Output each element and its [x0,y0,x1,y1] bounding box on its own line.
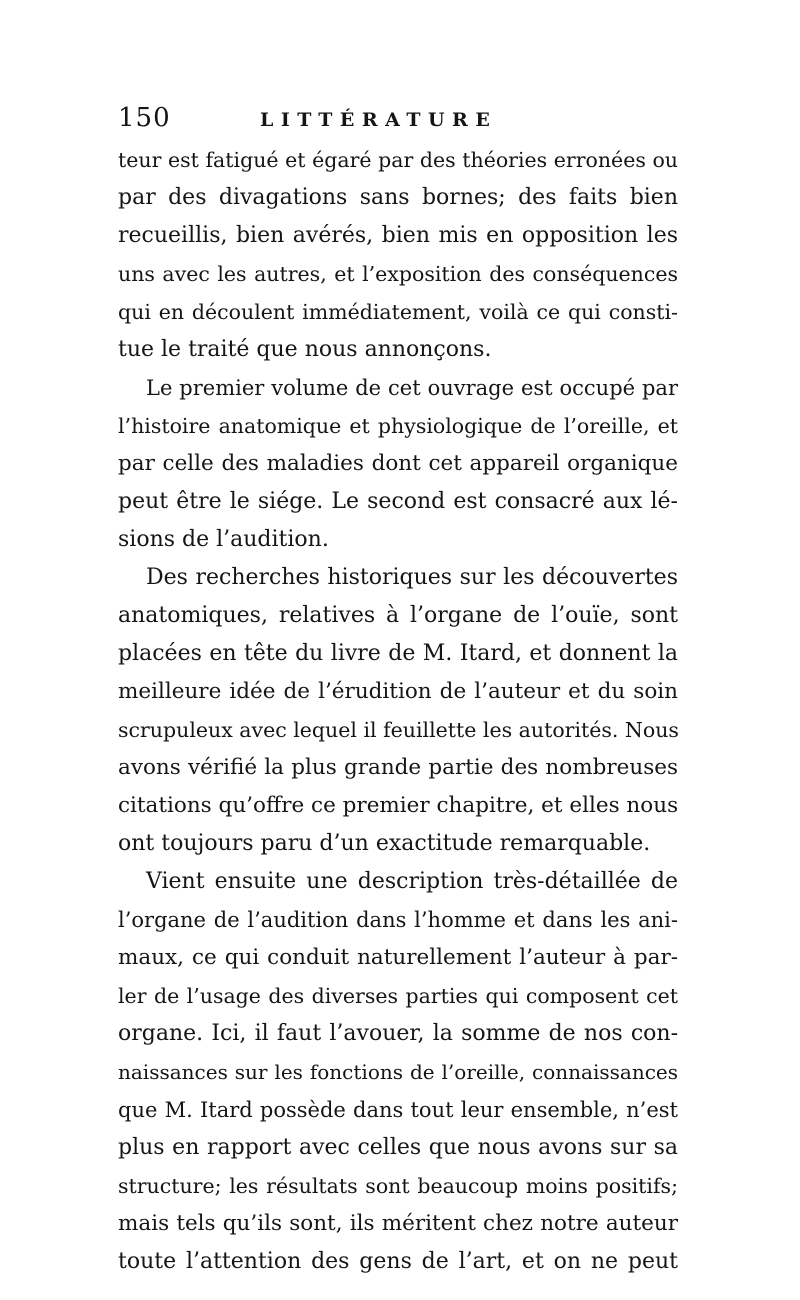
text-line: l’histoire anatomique et physiologique de l’oreille, et [118,414,678,438]
text-line: citations qu’offre ce premier chapitre, et elles nous [118,793,679,818]
text-line: scrupuleux avec lequel il feuillette les autorités. Nous [118,718,679,742]
text-line: teur est fatigué et égaré par des théories erronées ou [118,148,678,172]
text-line: organe. Ici, il faut l’avouer, la somme de nos con- [118,1021,678,1046]
text-line: Le premier volume de cet ouvrage est occupé par [146,376,678,400]
text-line: Vient ensuite une description très-détaillée de [146,869,678,894]
text-line: par celle des maladies dont cet appareil organique [118,451,678,476]
text-line: naissances sur les fonctions de l’oreille, connaissances [118,1060,678,1084]
text-line: avons vérifié la plus grande partie des nombreuses [118,755,678,780]
text-line: sions de l’audition. [118,527,329,552]
text-line: peut être le siége. Le second est consacré aux lé- [118,489,678,514]
running-head: LITTÉRATURE [260,109,498,131]
text-line: recueillis, bien avérés, bien mis en opposition les [118,223,678,248]
text-line: qui en découlent immédiatement, voilà ce qui consti- [118,300,678,324]
page-header [118,98,678,138]
text-line: par des divagations sans bornes; des faits bien [118,185,678,210]
text-line: toute l’attention des gens de l’art, et on ne peut [118,1249,678,1274]
text-line: maux, ce qui conduit naturellement l’auteur à par- [118,945,678,970]
text-line: Des recherches historiques sur les découvertes [146,565,678,590]
text-line: tue le traité que nous annonçons. [118,337,492,362]
text-line: meilleure idée de l’érudition de l’auteur et du soin [118,679,678,704]
text-line: ont toujours paru d’un exactitude remarquable. [118,831,651,856]
text-line: mais tels qu’ils sont, ils méritent chez notre auteur [118,1211,678,1236]
text-line: l’organe de l’audition dans l’homme et dans les ani- [118,908,678,932]
page-number: 150 [118,103,171,133]
text-line: ler de l’usage des diverses parties qui composent cet [118,984,678,1008]
text-line: que M. Itard possède dans tout leur ensemble, n’est [118,1098,678,1122]
text-line: structure; les résultats sont beaucoup moins positifs; [118,1174,678,1198]
text-line: anatomiques, relatives à l’organe de l’ouïe, sont [118,603,678,628]
text-line: uns avec les autres, et l’exposition des conséquences [118,262,678,286]
text-line: plus en rapport avec celles que nous avons sur sa [118,1135,678,1160]
text-line: placées en tête du livre de M. Itard, et donnent la [118,641,678,666]
